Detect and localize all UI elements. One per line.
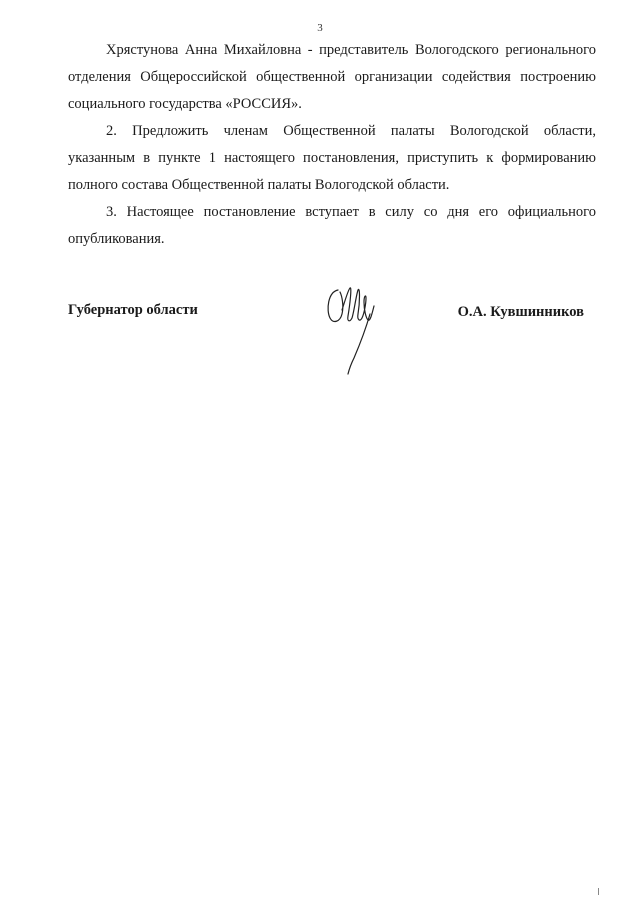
paragraph-member-entry: Хрястунова Анна Михайловна - представитель Вологодского регионального отделения Общероссийской общественной организации содействия построению социального государства «РОССИЯ». — [68, 42, 596, 112]
page-number: 3 — [317, 22, 323, 34]
scan-artifact-mark — [598, 888, 599, 895]
signatory-name: О.А. Кувшинников — [457, 304, 584, 320]
document-body — [68, 37, 596, 253]
handwritten-signature — [320, 284, 400, 376]
signatory-title: Губернатор области — [68, 302, 198, 318]
paragraph-item-3: 3. Настоящее постановление вступает в силу со дня его официального опубликования. — [68, 204, 596, 247]
signature-block — [68, 302, 596, 382]
paragraph-item-2: 2. Предложить членам Общественной палаты Вологодской области, указанным в пункте 1 настоящего постановления, приступить к формированию полного состава Общественной палаты Вологодской области. — [68, 123, 596, 193]
